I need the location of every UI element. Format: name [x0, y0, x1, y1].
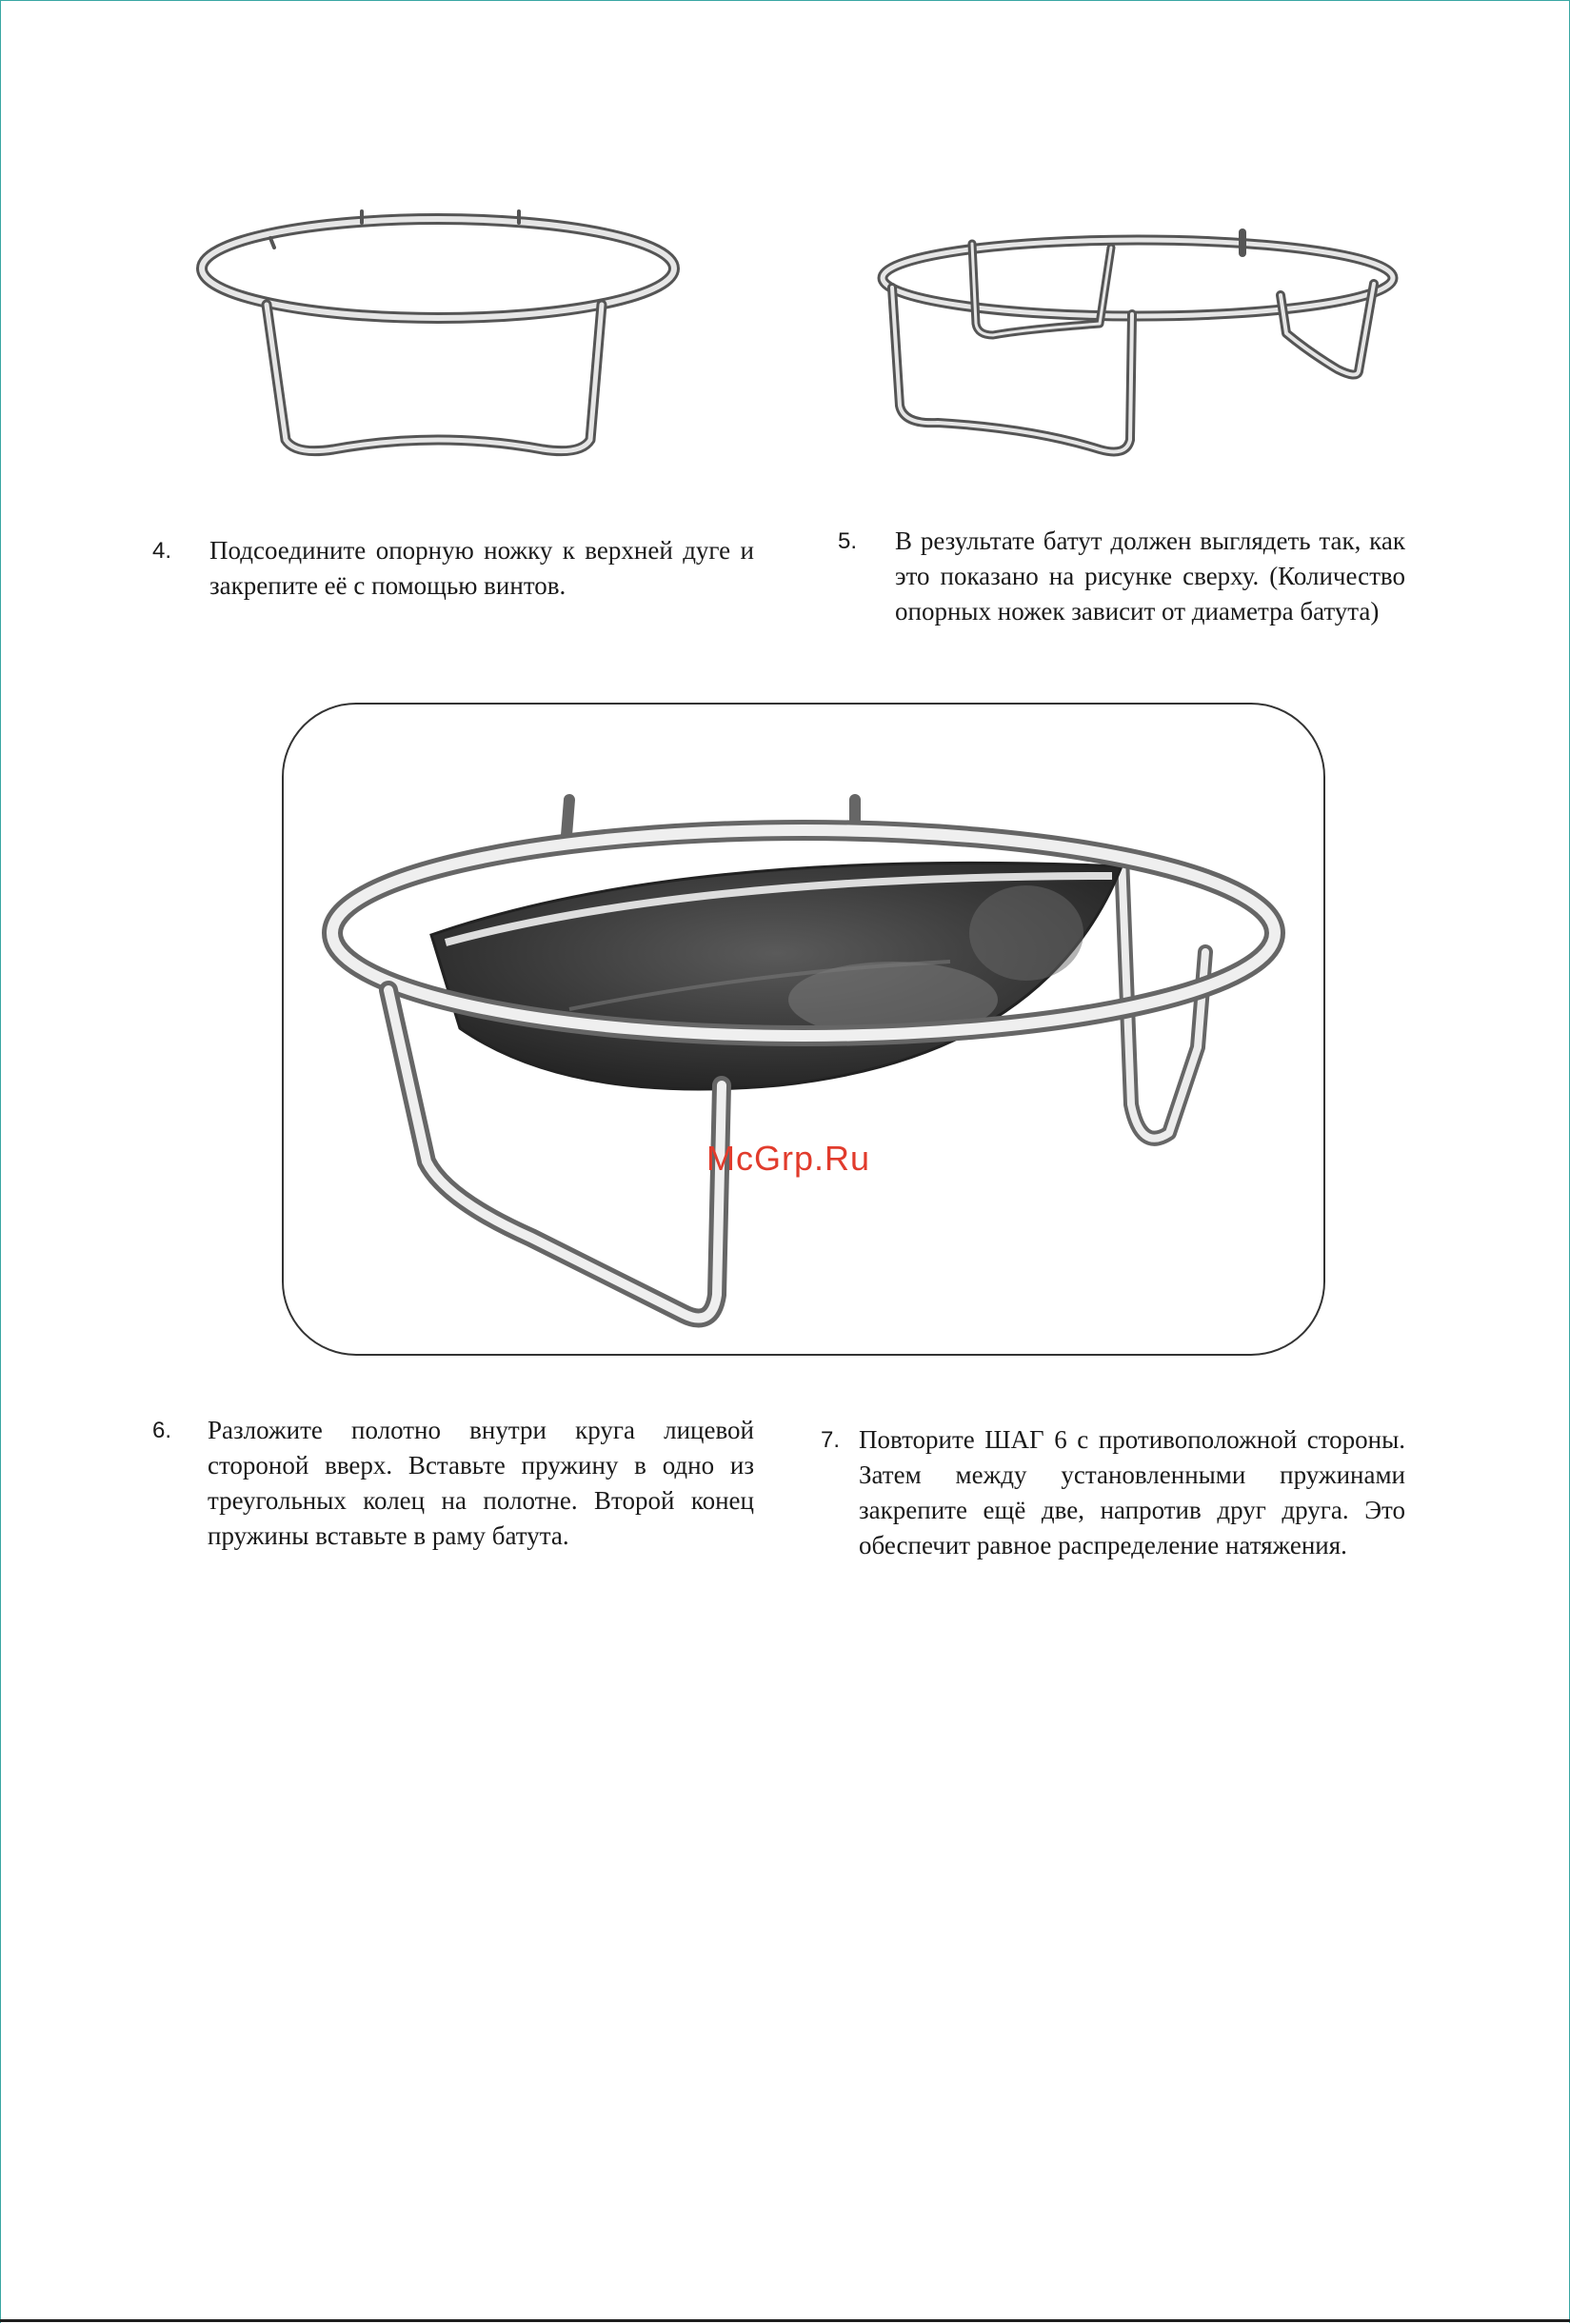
step-text: Подсоедините опорную ножку к верхней дуге и закрепите её с помощью винтов.: [209, 536, 754, 600]
step-text: Повторите ШАГ 6 с противоположной стороны. Затем между установленными пружинами закрепите ещё две, напротив друг друга. Это обеспечит равное распределение натяжения.: [859, 1425, 1405, 1559]
step-text: Разложите полотно внутри круга лицевой стороной вверх. Вставьте пружину в одно из треугольных колец на полотне. Второй конец пружины вставьте в раму батута.: [208, 1416, 754, 1550]
step-number: 5.: [838, 528, 858, 554]
watermark: McGrp.Ru: [706, 1139, 871, 1178]
step-6: [152, 1413, 754, 1554]
step-number: 6.: [152, 1418, 172, 1443]
figure-frame-one-leg: [190, 190, 686, 467]
step-number: 4.: [152, 538, 172, 564]
step-7: [821, 1422, 1405, 1563]
figure-trampoline-mat: [284, 705, 1323, 1354]
step-number: 7.: [821, 1427, 841, 1453]
step-text: В результате батут должен выглядеть так, как это показано на рисунке сверху. (Количество опорных ножек зависит от диаметра батута): [895, 526, 1405, 626]
step-5: [838, 524, 1405, 629]
figure-frame-complete: [871, 228, 1404, 467]
figure-box-mat: [282, 703, 1325, 1356]
step-4: [152, 533, 754, 604]
bottom-rule: [0, 2319, 1570, 2322]
